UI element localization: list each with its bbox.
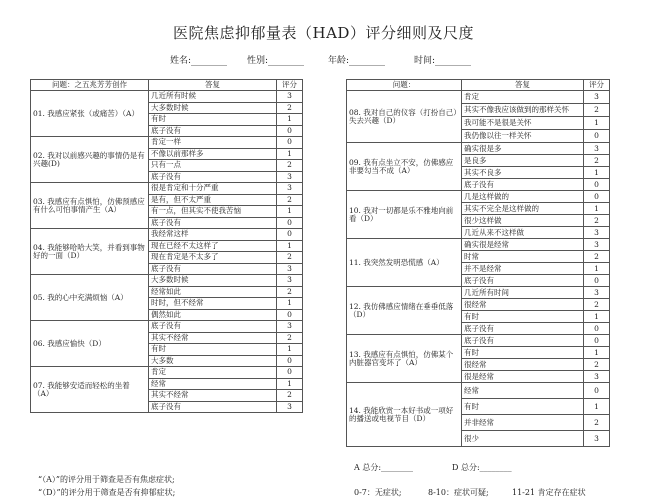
answer-option: 并非经常	[462, 415, 584, 431]
table-row	[31, 321, 303, 333]
option-score: 3	[277, 401, 303, 413]
option-score: 2	[584, 415, 610, 431]
option-score: 3	[584, 227, 610, 239]
question-text: 08. 我对自己的仪容（打扮自己）失去兴趣（D）	[347, 91, 462, 143]
answer-option: 我仍像以往一样关怀	[462, 130, 584, 143]
option-score: 1	[584, 167, 610, 179]
option-score: 3	[277, 171, 303, 183]
question-text: 10. 我对一切都是乐不雅地向前看（D）	[347, 191, 462, 239]
answer-option: 只有一点	[149, 160, 277, 172]
answer-option: 大多数	[149, 355, 277, 367]
table-row	[31, 275, 303, 287]
answer-option: 有时	[462, 311, 584, 323]
answer-header: 答复	[462, 80, 584, 91]
answer-option: 几近从来不这样做	[462, 227, 584, 239]
option-score: 0	[584, 130, 610, 143]
option-score: 2	[584, 359, 610, 371]
answer-option: 经常	[149, 378, 277, 390]
answer-option: 有一点，但其实不使我苦恼	[149, 206, 277, 218]
table-row	[31, 137, 303, 149]
answer-option: 其实不像我应该做到的那样关怀	[462, 104, 584, 117]
answer-option: 是有，但不太严重	[149, 194, 277, 206]
answer-header: 答复	[149, 80, 277, 91]
answer-option: 底子没有	[149, 125, 277, 137]
option-score: 2	[277, 194, 303, 206]
scale-suspect: 8-10：症状可疑;	[428, 488, 489, 497]
option-score: 2	[277, 332, 303, 344]
answer-option: 大多数时候	[149, 102, 277, 114]
answer-option: 很经常	[462, 299, 584, 311]
question-text: 02. 我对以前感兴趣的事情仍是有兴趣(D)	[31, 137, 149, 183]
option-score: 1	[277, 206, 303, 218]
option-score: 3	[277, 321, 303, 333]
table-row	[347, 287, 610, 299]
answer-option: 底子没有	[149, 263, 277, 275]
option-score: 3	[277, 263, 303, 275]
question-text: 13. 我感应有点惧怕，仿佛某个内脏器官变坏了（A）	[347, 335, 462, 383]
option-score: 3	[277, 275, 303, 287]
option-score: 0	[584, 191, 610, 203]
option-score: 0	[584, 323, 610, 335]
option-score: 0	[584, 335, 610, 347]
score-header: 评分	[277, 80, 303, 91]
option-score: 3	[584, 239, 610, 251]
option-score: 3	[584, 91, 610, 104]
name-field: 姓名:________	[170, 56, 228, 66]
answer-option: 很少	[462, 431, 584, 447]
answer-option: 时时，但不经常	[149, 298, 277, 310]
question-text: 04. 我能够哈哈大笑，并看到事物好的一面（D）	[31, 229, 149, 275]
answer-option: 并不是经常	[462, 263, 584, 275]
score-header: 评分	[584, 80, 610, 91]
option-score: 3	[277, 91, 303, 103]
question-text: 03. 我感应有点惧怕，仿佛预感应有什么可怕事情产生（A）	[31, 183, 149, 229]
age-field: 年龄:________	[328, 56, 386, 66]
answer-option: 几近所有时候	[149, 91, 277, 103]
answer-option: 底子没有	[462, 335, 584, 347]
answer-option: 几近所有时间	[462, 287, 584, 299]
answer-option: 底子没有	[149, 217, 277, 229]
table-row	[347, 191, 610, 203]
header-row	[347, 80, 610, 91]
option-score: 1	[584, 263, 610, 275]
table-row	[31, 367, 303, 379]
table-row	[347, 239, 610, 251]
answer-option: 底子没有	[149, 171, 277, 183]
note-depression: “（D）”的评分用于筛查是否有抑郁症状;	[38, 488, 176, 497]
question-header: 问题：之五兆芳芳创作	[31, 80, 149, 91]
option-score: 3	[584, 143, 610, 155]
answer-option: 很少这样做	[462, 215, 584, 227]
question-text: 05. 我的心中充满烦恼（A）	[31, 275, 149, 321]
table-row	[347, 91, 610, 104]
right-score-table	[346, 79, 610, 447]
answer-option: 偶然如此	[149, 309, 277, 321]
option-score: 1	[277, 240, 303, 252]
answer-option: 底子没有	[462, 275, 584, 287]
option-score: 2	[584, 299, 610, 311]
a-total: A 总分:________	[354, 463, 414, 472]
option-score: 1	[584, 311, 610, 323]
option-score: 2	[277, 252, 303, 264]
d-total: D 总分:________	[452, 463, 512, 472]
option-score: 1	[584, 347, 610, 359]
option-score: 2	[277, 286, 303, 298]
answer-option: 有时	[149, 114, 277, 126]
answer-option: 很是经常	[462, 371, 584, 383]
answer-option: 几是这样做的	[462, 191, 584, 203]
question-text: 01. 我感应紧张（或痛苦）（A）	[31, 91, 149, 137]
option-score: 2	[584, 104, 610, 117]
question-text: 09. 我有点坐立不安，仿佛感应非要勾当不成（A）	[347, 143, 462, 191]
option-score: 2	[277, 102, 303, 114]
answer-option: 底子没有	[462, 323, 584, 335]
option-score: 0	[277, 309, 303, 321]
question-text: 14. 我能欣赏一本好书或一项好的播送或电视节目（D）	[347, 383, 462, 447]
header-row	[31, 80, 303, 91]
answer-option: 是良多	[462, 155, 584, 167]
answer-option: 肯定	[462, 91, 584, 104]
option-score: 0	[584, 383, 610, 399]
table-row	[347, 383, 610, 399]
answer-option: 很是肯定和十分严重	[149, 183, 277, 195]
option-score: 3	[277, 183, 303, 195]
question-text: 06. 我感应愉快（D）	[31, 321, 149, 367]
table-row	[347, 335, 610, 347]
option-score: 1	[277, 378, 303, 390]
table-row	[31, 183, 303, 195]
option-score: 3	[584, 371, 610, 383]
option-score: 1	[584, 203, 610, 215]
table-row	[347, 143, 610, 155]
option-score: 0	[277, 367, 303, 379]
answer-option: 有时	[462, 399, 584, 415]
answer-option: 有时	[462, 347, 584, 359]
option-score: 2	[584, 155, 610, 167]
question-text: 11. 我突然发明恐慌感（A）	[347, 239, 462, 287]
option-score: 3	[584, 431, 610, 447]
answer-option: 底子没有	[462, 179, 584, 191]
question-text: 12. 我仿佛感应情绪在垂垂低落（D）	[347, 287, 462, 335]
answer-option: 其实不经常	[149, 390, 277, 402]
table-row	[31, 229, 303, 241]
option-score: 0	[277, 125, 303, 137]
option-score: 0	[277, 217, 303, 229]
option-score: 1	[584, 117, 610, 130]
option-score: 1	[277, 148, 303, 160]
option-score: 2	[584, 215, 610, 227]
gender-field: 性别:________	[247, 56, 305, 66]
answer-option: 肯定	[149, 367, 277, 379]
scale-no-symptom: 0-7：无症状;	[354, 488, 402, 497]
left-score-table	[30, 79, 303, 413]
answer-option: 我可能不是很是关怀	[462, 117, 584, 130]
scale-definite: 11-21 肯定存在症状	[512, 488, 586, 497]
answer-option: 肯定一样	[149, 137, 277, 149]
option-score: 1	[277, 114, 303, 126]
question-header: 问题：	[347, 80, 462, 91]
option-score: 0	[277, 229, 303, 241]
answer-option: 其实不良多	[462, 167, 584, 179]
option-score: 1	[584, 399, 610, 415]
option-score: 3	[584, 287, 610, 299]
answer-option: 现在肯定是不太多了	[149, 252, 277, 264]
time-field: 时间:________	[414, 56, 472, 66]
answer-option: 底子没有	[149, 321, 277, 333]
option-score: 1	[277, 298, 303, 310]
option-score: 1	[277, 344, 303, 356]
answer-option: 确实很是经常	[462, 239, 584, 251]
option-score: 2	[277, 160, 303, 172]
option-score: 0	[277, 355, 303, 367]
answer-option: 其实不完全是这样做的	[462, 203, 584, 215]
option-score: 2	[277, 390, 303, 402]
answer-option: 时常	[462, 251, 584, 263]
answer-option: 不像以前那样多	[149, 148, 277, 160]
answer-option: 有时	[149, 344, 277, 356]
question-text: 07. 我能够安适而轻松的坐着（A）	[31, 367, 149, 413]
answer-option: 经常	[462, 383, 584, 399]
option-score: 0	[277, 137, 303, 149]
option-score: 0	[584, 275, 610, 287]
page-title: 医院焦虑抑郁量表（HAD）评分细则及尺度	[173, 24, 474, 42]
note-anxiety: “（A）”的评分用于筛查是否有焦虑症状;	[38, 475, 175, 484]
option-score: 0	[584, 179, 610, 191]
answer-option: 底子没有	[149, 401, 277, 413]
answer-option: 现在已经不太这样了	[149, 240, 277, 252]
answer-option: 其实不经常	[149, 332, 277, 344]
answer-option: 确实很是多	[462, 143, 584, 155]
answer-option: 大多数时候	[149, 275, 277, 287]
option-score: 2	[584, 251, 610, 263]
answer-option: 经常如此	[149, 286, 277, 298]
answer-option: 我经常这样	[149, 229, 277, 241]
answer-option: 很经常	[462, 359, 584, 371]
table-row	[31, 91, 303, 103]
